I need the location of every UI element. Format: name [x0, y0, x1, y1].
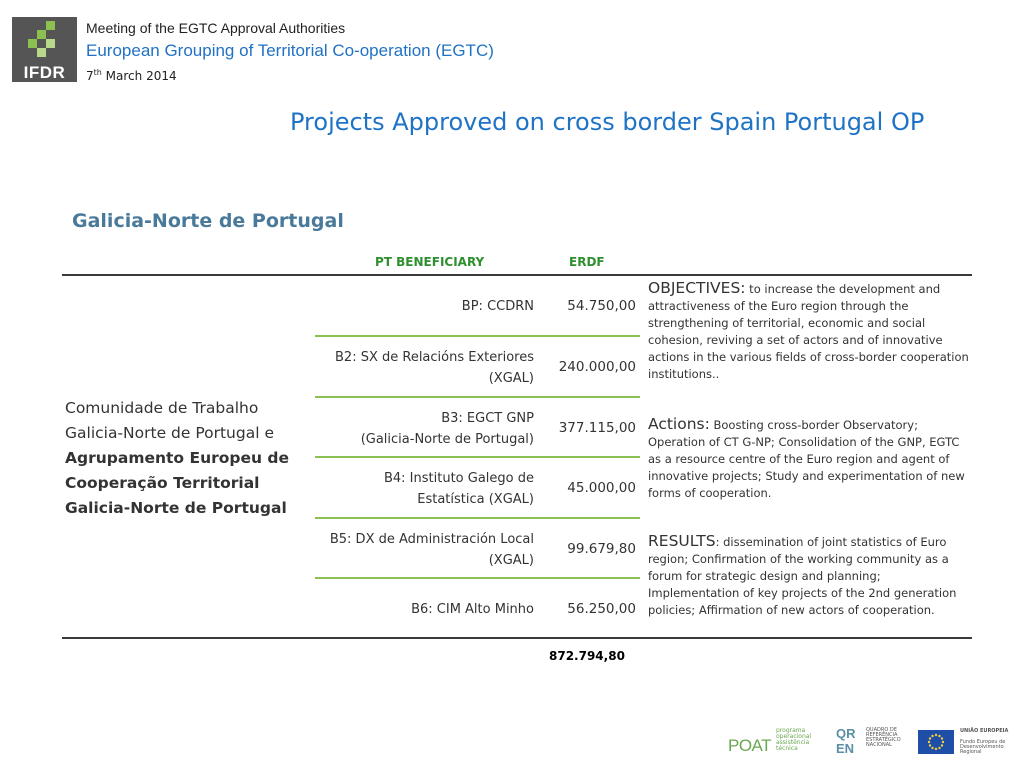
- eu-logo: UNIÃO EUROPEIA Fundo Europeu de Desenvolvimento Regional: [918, 728, 1014, 756]
- results-heading: RESULTS: [648, 532, 716, 550]
- partnership-cell: Comunidade de Trabalho Galicia-Norte de Portugal e Agrupamento Europeu de Cooperação Territorial Galicia-Norte de Portugal: [65, 399, 290, 517]
- table-row-beneficiary: B3: EGCT GNP (Galicia-Norte de Portugal): [360, 411, 534, 447]
- row-separator: [315, 517, 640, 519]
- table-row-erdf: 99.679,80: [567, 541, 636, 557]
- table-row-beneficiary: B4: Instituto Galego de Estatística (XGAL): [383, 471, 534, 507]
- table-top-rule: [62, 274, 972, 276]
- table-row-erdf: 240.000,00: [558, 359, 636, 375]
- objectives-heading: OBJECTIVES:: [648, 279, 746, 297]
- erdf-total: 872.794,80: [549, 649, 625, 663]
- table-bottom-rule: [62, 637, 972, 639]
- row-separator: [315, 335, 640, 337]
- table-row-erdf: 54.750,00: [567, 298, 636, 314]
- objectives-cell: OBJECTIVES: to increase the development and attractiveness of the Euro region through the strengthening of territorial, economic and social cohesion, reviving a set of actors and of innovative actions in the various fields of cross-border cooperation institutions.. Actions: Boosting cross-border Observatory; Operation of CT G-NP; Consolidation of the GNP, EGTC as a resource centre of the Euro region and agent of innovative projects; Study and experimentation of new forms of cooperation. RESULTS: dissemination of joint statistics of Euro region; Confirmation of the working community as a forum for strategic design and planning; Implementation of key projects of the 2nd generation policies; Affirmation of new actors of cooperation.: [648, 279, 969, 617]
- column-header-beneficiary: PT BENEFICIARY: [375, 255, 485, 269]
- actions-heading: Actions:: [648, 415, 710, 433]
- ifdr-logo: [12, 17, 77, 82]
- logo-text: IFDR: [23, 63, 66, 82]
- table-row-erdf: 377.115,00: [558, 420, 636, 436]
- row-separator: [315, 396, 640, 398]
- table-row-erdf: 45.000,00: [567, 480, 636, 496]
- meeting-title: Meeting of the EGTC Approval Authorities: [86, 20, 346, 36]
- egtc-subtitle: European Grouping of Territorial Co-operation (EGTC): [86, 41, 494, 60]
- meeting-date: 7th March 2014: [86, 68, 177, 83]
- table-row-beneficiary: B2: SX de Relacións Exteriores (XGAL): [335, 350, 534, 386]
- eu-flag-icon: [918, 730, 954, 754]
- table-row-beneficiary: B6: CIM Alto Minho: [411, 602, 534, 617]
- slide-title: Projects Approved on cross border Spain Portugal OP: [290, 108, 925, 136]
- poat-logo: POAT programa operacional assistência técnica: [728, 727, 812, 755]
- row-separator: [315, 577, 640, 579]
- column-header-erdf: ERDF: [569, 255, 605, 269]
- section-title: Galicia-Norte de Portugal: [72, 210, 344, 232]
- row-separator: [315, 456, 640, 458]
- table-row-beneficiary: B5: DX de Administración Local (XGAL): [329, 532, 534, 568]
- table-row-erdf: 56.250,00: [567, 601, 636, 617]
- qren-logo: QREN QUADRO DE REFERÊNCIA ESTRATÉGICO NACIONAL: [836, 726, 901, 756]
- table-row-beneficiary: BP: CCDRN: [461, 299, 534, 314]
